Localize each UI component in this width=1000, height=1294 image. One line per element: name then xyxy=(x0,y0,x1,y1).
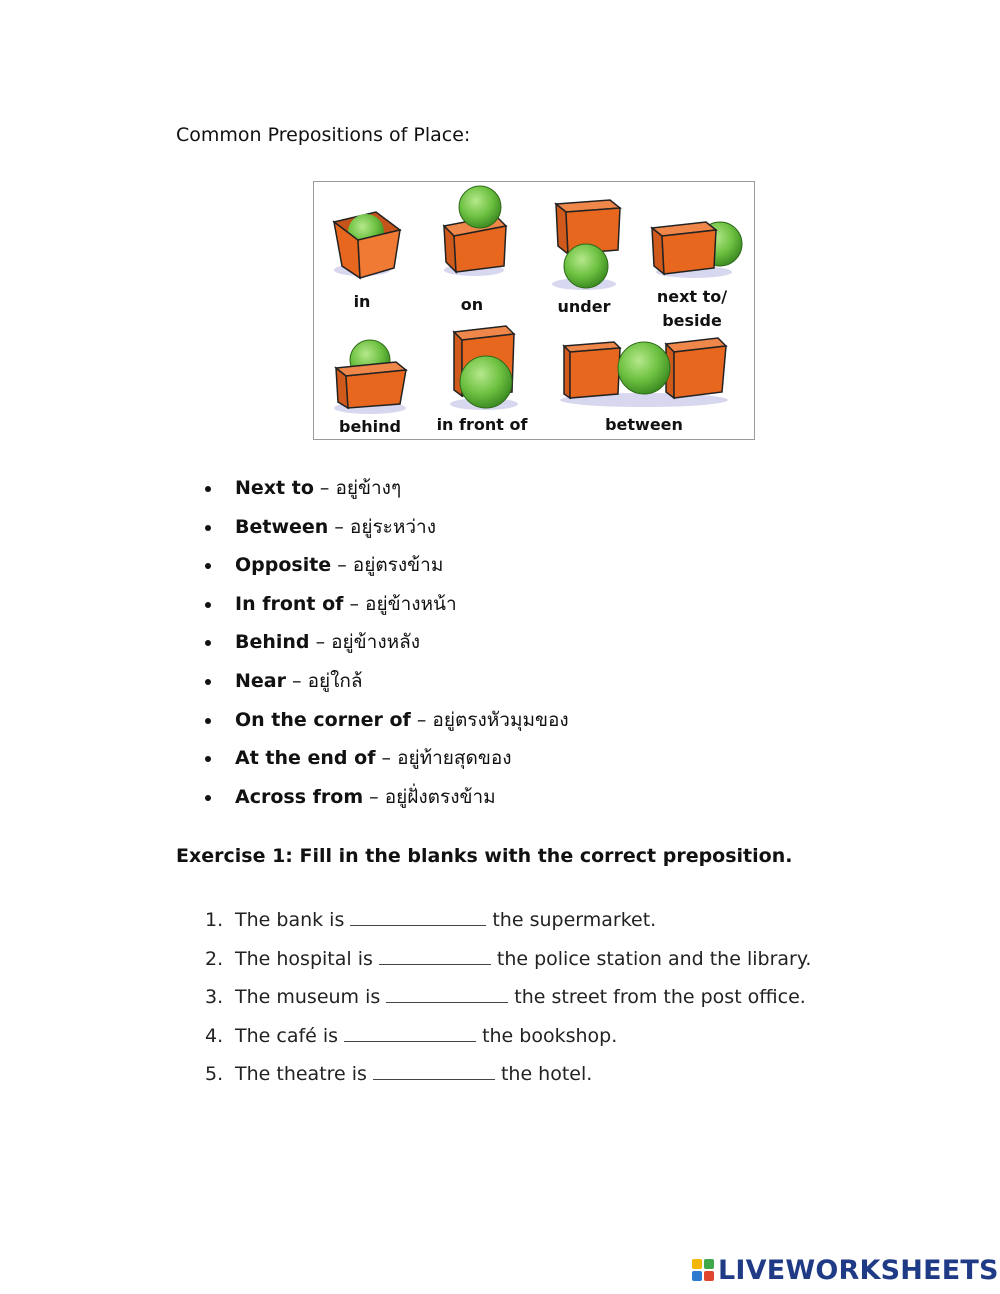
in-illustration xyxy=(334,212,400,311)
logo-tile-1 xyxy=(692,1259,702,1269)
vocab-item xyxy=(205,513,569,552)
vocab-thai: อยู่ใกล้ xyxy=(307,669,363,692)
vocab-dash: – xyxy=(331,554,353,577)
vocab-thai: อยู่ตรงข้าม xyxy=(352,554,444,577)
vocab-english: Near xyxy=(235,669,286,692)
bullet-icon xyxy=(205,679,211,685)
vocab-english: On the corner of xyxy=(235,708,411,731)
vocab-thai: อยู่ท้ายสุดของ xyxy=(397,747,512,770)
question-number: 1. xyxy=(205,909,224,931)
answer-blank-1[interactable] xyxy=(350,905,486,926)
question-item xyxy=(205,944,811,983)
question-item xyxy=(205,905,811,944)
exercise-questions xyxy=(205,905,811,1098)
vocab-item xyxy=(205,783,569,822)
vocab-item xyxy=(205,551,569,590)
vocab-english: Between xyxy=(235,515,329,538)
prepositions-illustration xyxy=(313,181,755,440)
bullet-icon xyxy=(205,563,211,569)
question-text-before: The café is xyxy=(235,1024,339,1047)
vocab-english: Next to xyxy=(235,477,314,499)
vocab-item xyxy=(205,667,569,706)
label-behind: behind xyxy=(338,417,402,436)
label-in: in xyxy=(353,292,371,311)
in-front-of-illustration xyxy=(437,326,529,434)
on-illustration xyxy=(444,186,506,314)
vocab-thai: อยู่ระหว่าง xyxy=(349,515,436,538)
label-between: between xyxy=(605,415,683,434)
vocab-english: Behind xyxy=(235,631,310,654)
question-text-after: the police station and the library. xyxy=(496,947,812,970)
question-number: 2. xyxy=(205,947,224,970)
vocab-dash: – xyxy=(313,477,336,499)
question-text-before: The museum is xyxy=(235,986,381,1009)
exercise-title: Exercise 1: Fill in the blanks with the correct preposition. xyxy=(176,845,793,867)
vocab-dash: – xyxy=(375,747,398,770)
bullet-icon xyxy=(205,640,211,646)
liveworksheets-logo-text: LIVEWORKSHEETS xyxy=(718,1254,999,1286)
between-illustration xyxy=(560,338,728,434)
answer-blank-2[interactable] xyxy=(379,944,491,965)
behind-illustration xyxy=(334,340,406,436)
bullet-icon xyxy=(205,795,211,801)
label-under: under xyxy=(557,297,611,316)
bullet-icon xyxy=(205,486,211,492)
question-text-after: the street from the post office. xyxy=(514,986,806,1009)
vocab-english: Across from xyxy=(235,785,364,808)
question-text-after: the supermarket. xyxy=(492,909,657,931)
vocab-thai: อยู่ตรงหัวมุมของ xyxy=(432,708,569,731)
next-to-illustration xyxy=(652,222,742,330)
liveworksheets-logo-icon xyxy=(692,1259,714,1281)
vocab-english: In front of xyxy=(235,592,344,615)
vocab-english: Opposite xyxy=(235,554,332,577)
vocab-item xyxy=(205,706,569,745)
logo-tile-2 xyxy=(704,1259,714,1269)
vocab-dash: – xyxy=(309,631,332,654)
question-item xyxy=(205,1059,811,1098)
question-number: 5. xyxy=(205,1063,224,1086)
question-item xyxy=(205,982,811,1021)
question-text-after: the bookshop. xyxy=(482,1024,618,1047)
page-heading: Common Prepositions of Place: xyxy=(176,124,471,146)
bullet-icon xyxy=(205,602,211,608)
label-in-front-of: in front of xyxy=(436,415,528,434)
answer-blank-3[interactable] xyxy=(386,982,508,1003)
answer-blank-4[interactable] xyxy=(344,1021,476,1042)
vocab-item xyxy=(205,590,569,629)
vocab-english: At the end of xyxy=(235,747,376,770)
question-number: 3. xyxy=(205,986,224,1009)
vocabulary-list xyxy=(205,474,569,821)
liveworksheets-logo xyxy=(692,1255,999,1285)
question-text-before: The bank is xyxy=(235,909,345,931)
under-illustration xyxy=(552,200,620,316)
question-text-before: The hospital is xyxy=(235,947,373,970)
label-beside: beside xyxy=(662,311,722,330)
vocab-dash: – xyxy=(410,708,433,731)
vocab-thai: อยู่ข้างหลัง xyxy=(331,631,421,654)
label-next-to: next to/ xyxy=(656,287,728,306)
label-on: on xyxy=(460,295,484,314)
question-text-after: the hotel. xyxy=(500,1063,593,1086)
question-number: 4. xyxy=(205,1024,224,1047)
logo-tile-3 xyxy=(692,1271,702,1281)
bullet-icon xyxy=(205,525,211,531)
vocab-thai: อยู่ข้างหน้า xyxy=(365,592,457,615)
bullet-icon xyxy=(205,756,211,762)
vocab-dash: – xyxy=(328,515,350,538)
answer-blank-5[interactable] xyxy=(373,1059,495,1080)
vocab-item xyxy=(205,628,569,667)
bullet-icon xyxy=(205,718,211,724)
vocab-item xyxy=(205,744,569,783)
question-text-before: The theatre is xyxy=(235,1063,367,1086)
question-item xyxy=(205,1021,811,1060)
vocab-dash: – xyxy=(285,669,308,692)
vocab-dash: – xyxy=(363,785,385,808)
logo-tile-4 xyxy=(704,1271,714,1281)
vocab-item xyxy=(205,474,569,513)
vocab-thai: อยู่ฝั่งตรงข้าม xyxy=(384,785,496,808)
vocab-thai: อยู่ข้างๆ xyxy=(335,477,402,499)
vocab-dash: – xyxy=(343,592,366,615)
